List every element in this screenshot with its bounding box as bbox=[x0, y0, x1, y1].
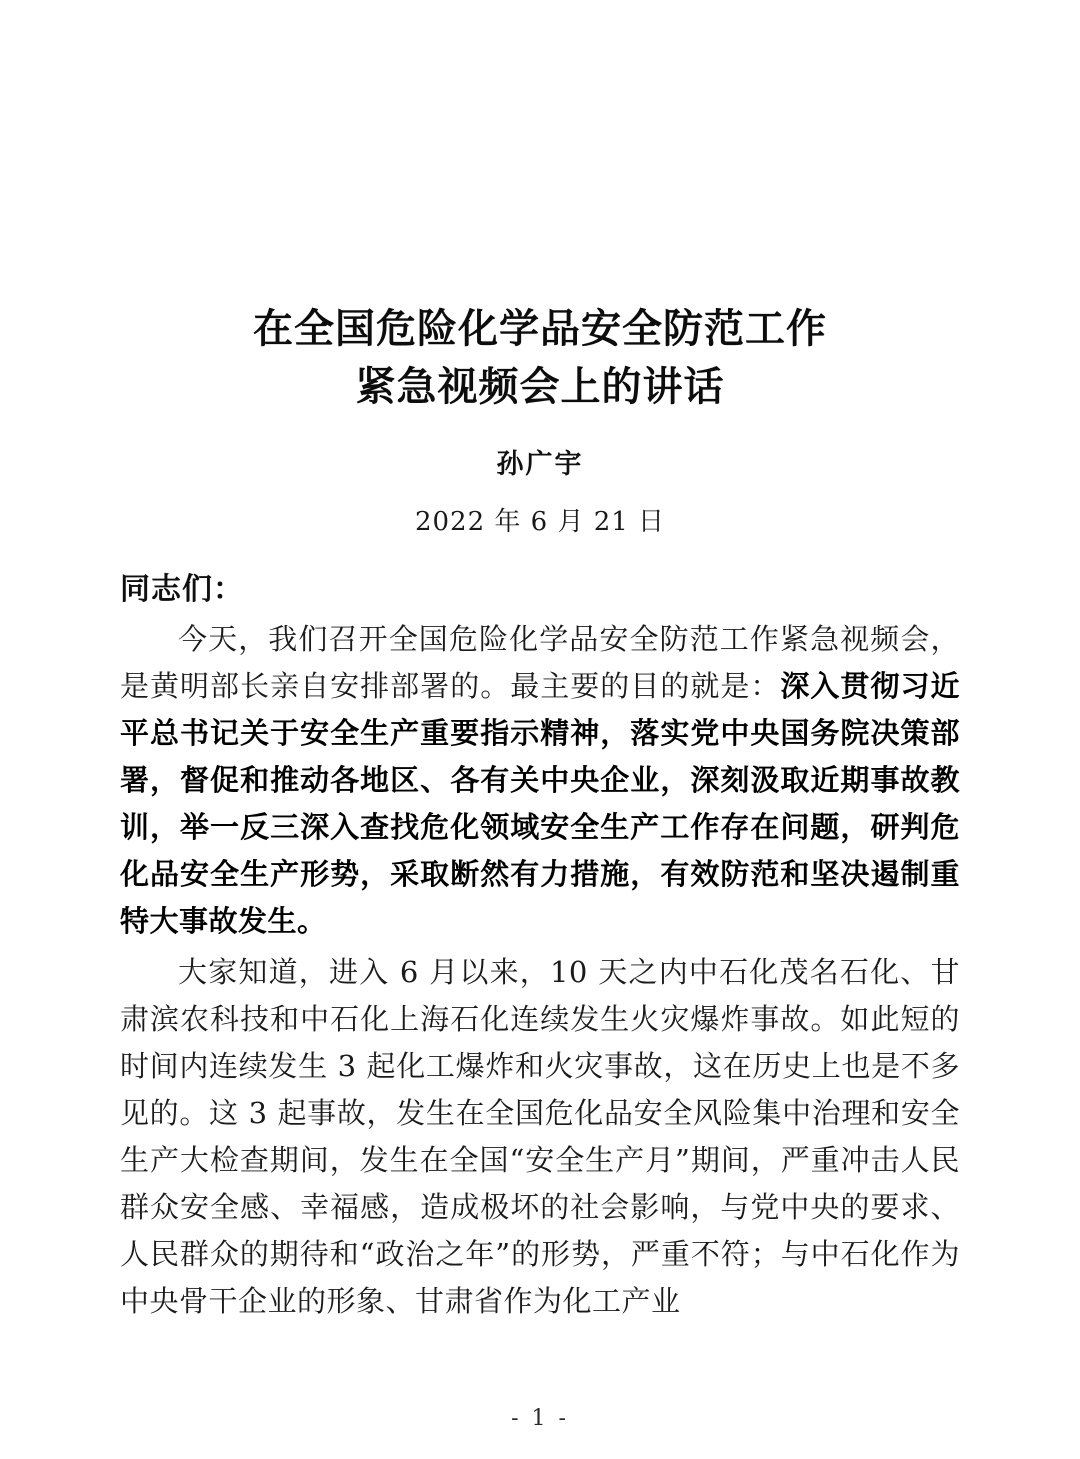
paragraph-1-bold-run: 深入贯彻习近平总书记关于安全生产重要指示精神，落实党中央国务院决策部署，督促和推动各地区、各有关中央企业，深刻汲取近期事故教训，举一反三深入查找危化领域安全生产工作存在问题，研判危化品安全生产形势，采取断然有力措施，有效防范和坚决遏制重特大事故发生。 bbox=[120, 668, 960, 938]
author-name: 孙广宇 bbox=[496, 449, 584, 480]
title-line-1: 在全国危险化学品安全防范工作 bbox=[253, 305, 827, 352]
title-line-2: 紧急视频会上的讲话 bbox=[355, 363, 725, 410]
paragraph-2: 大家知道，进入 6 月以来，10 天之内中石化茂名石化、甘肃滨农科技和中石化上海石化连续发生火灾爆炸事故。如此短的时间内连续发生 3 起化工爆炸和火灾事故，这在历史上也是不多见的。这 3 起事故，发生在全国危化品安全风险集中治理和安全生产大检查期间，发生在全国“安全生产月”期间，严重冲击人民群众安全感、幸福感，造成极坏的社会影响，与党中央的要求、人民群众的期待和“政治之年”的形势，严重不符；与中石化作为中央骨干企业的形象、甘肃省作为化工产业 bbox=[120, 954, 960, 1318]
document-date: 2022 年 6 月 21 日 bbox=[414, 507, 666, 537]
page-number: - 1 - bbox=[511, 1406, 569, 1431]
paragraph-1-normal-run: 今天，我们召开全国危险化学品安全防范工作紧急视频会，是黄明部长亲自安排部署的。最主要的目的就是： bbox=[120, 622, 960, 703]
salutation: 同志们： bbox=[120, 572, 244, 607]
page-title bbox=[120, 300, 960, 416]
paragraph-1 bbox=[120, 616, 960, 945]
